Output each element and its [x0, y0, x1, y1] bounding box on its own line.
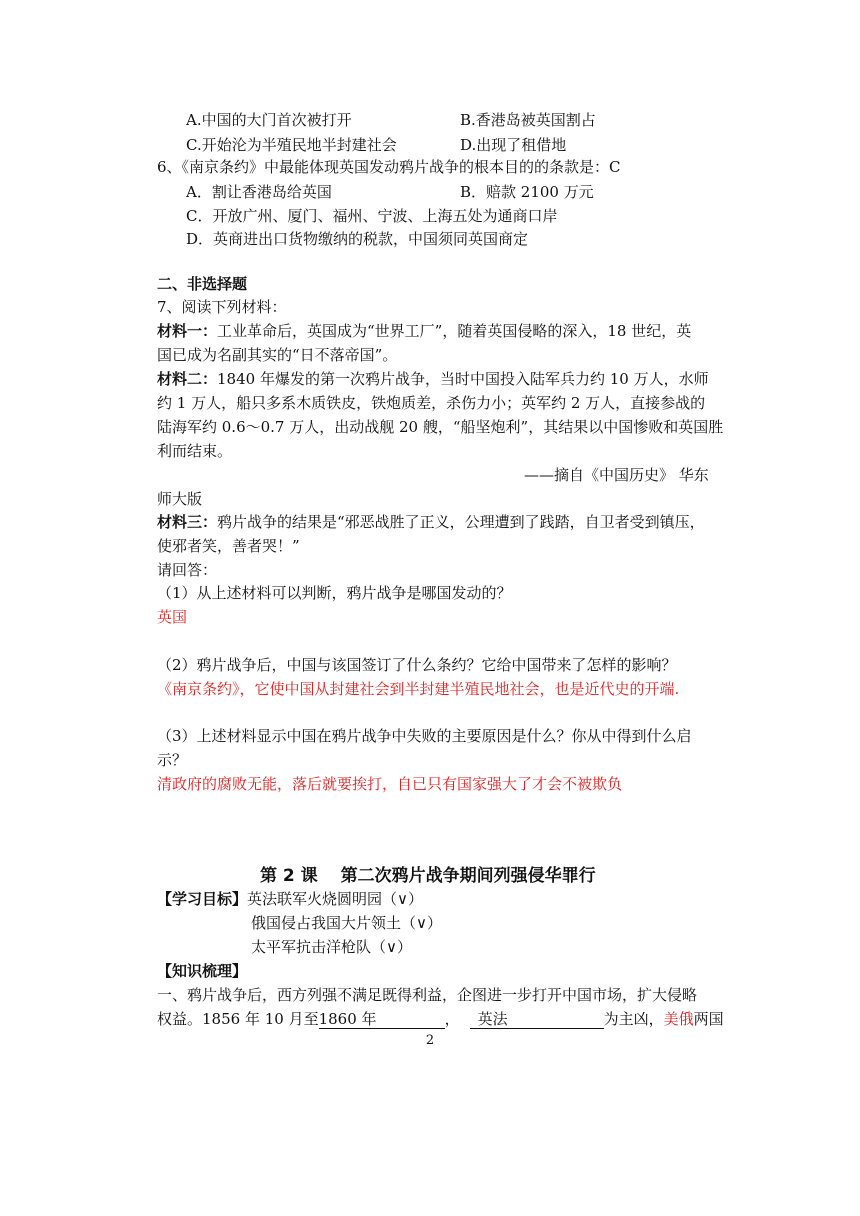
- q5-option-b: B.香港岛被英国割占: [460, 111, 596, 129]
- q5-option-c: C.开始沦为半殖民地半封建社会: [186, 136, 397, 154]
- knowledge-line2-text-a: 权益。1856 年 10 月至: [157, 1010, 319, 1028]
- sub-question-1: （1）从上述材料可以判断，鸦片战争是哪国发动的？: [157, 584, 512, 602]
- sub-question-2: （2）鸦片战争后，中国与该国签订了什么条约？它给中国带来了怎样的影响？: [157, 656, 677, 674]
- answer-2: 《南京条约》，它使中国从封建社会到半封建半殖民地社会，也是近代史的开端.: [157, 680, 680, 698]
- material-one-text: 工业革命后，英国成为“世界工厂”，随着英国侵略的深入，18 世纪，英: [217, 322, 692, 340]
- q6-option-d: D．英商进出口货物缴纳的税款，中国须同英国商定: [186, 230, 529, 248]
- material-two-label: 材料二：: [157, 370, 218, 388]
- sub-question-3-line1: （3）上述材料显示中国在鸦片战争中失败的主要原因是什么？你从中得到什么启: [157, 727, 692, 745]
- material-two-line4: 利而结束。: [157, 442, 233, 460]
- material-two-source-cont: 师大版: [157, 490, 203, 508]
- q7-stem: 7、阅读下列材料：: [157, 298, 287, 316]
- page-number: 2: [425, 1033, 435, 1048]
- answer-1: 英国: [157, 608, 188, 626]
- lesson-title: 第 2 课 第二次鸦片战争期间列强侵华罪行: [260, 866, 596, 886]
- knowledge-line2-text-b: ，: [444, 1010, 460, 1028]
- material-one-label: 材料一：: [157, 322, 218, 340]
- material-one-line2: 国已成为名副其实的“日不落帝国”。: [157, 346, 398, 364]
- section-heading: 二、非选择题: [157, 275, 248, 293]
- material-two-text: 1840 年爆发的第一次鸦片战争，当时中国投入陆军兵力约 10 万人，水师: [217, 370, 709, 388]
- material-three-line1: [157, 512, 705, 532]
- knowledge-label: 【知识梳理】: [157, 962, 248, 980]
- goal-3: 太平军抗击洋枪队（∨）: [251, 938, 412, 956]
- material-two-line1: [157, 369, 709, 389]
- knowledge-line2-text-c: 为主凶，: [603, 1010, 664, 1028]
- knowledge-line2-text-d: 两国: [693, 1010, 724, 1028]
- goal-1: 英法联军火烧圆明园（∨）: [247, 890, 423, 908]
- material-three-text: 鸦片战争的结果是“邪恶战胜了正义，公理遭到了践踏，自卫者受到镇压，: [217, 513, 705, 531]
- material-three-label: 材料三：: [157, 513, 218, 531]
- q5-option-a: A.中国的大门首次被打开: [186, 111, 352, 129]
- fill-blank-2: 英法: [470, 1010, 604, 1029]
- q5-option-d: D.出现了租借地: [460, 136, 567, 154]
- material-two-line2: 约 1 万人，船只多系木质铁皮，铁炮质差，杀伤力小；英军约 2 万人，直接参战的: [157, 394, 706, 412]
- fill-blank-1: 1860 年: [319, 1010, 445, 1029]
- q6-option-b: B．赔款 2100 万元: [460, 183, 594, 201]
- q6-stem: 6、《南京条约》中最能体现英国发动鸦片战争的根本目的的条款是：C: [157, 158, 621, 176]
- answer-3: 清政府的腐败无能，落后就要挨打，自已只有国家强大了才会不被欺负: [157, 775, 623, 793]
- q6-option-a: A．割让香港岛给英国: [186, 183, 332, 201]
- material-two-line3: 陆海军约 0.6～0.7 万人，出动战舰 20 艘，“船坚炮利”，其结果以中国惨败和英国胜: [157, 418, 724, 436]
- sub-question-3-line2: 示？: [157, 751, 188, 769]
- material-two-source: ——摘自《中国历史》 华东: [524, 466, 709, 484]
- ask-label: 请回答：: [157, 561, 218, 579]
- goal-2: 俄国侵占我国大片领土（∨）: [251, 914, 442, 932]
- learning-goals-line1: [157, 889, 423, 909]
- q6-option-c: C．开放广州、厦门、福州、宁波、上海五处为通商口岸: [186, 207, 558, 225]
- knowledge-line2: [157, 1009, 724, 1029]
- material-one-line1: [157, 321, 691, 341]
- knowledge-line2-red: 美俄: [663, 1010, 694, 1028]
- material-three-line2: 使邪者笑，善者哭！”: [157, 537, 300, 555]
- knowledge-line1: 一、鸦片战争后，西方列强不满足既得利益，企图进一步打开中国市场，扩大侵略: [157, 986, 698, 1004]
- learning-goals-label: 【学习目标】: [157, 890, 248, 908]
